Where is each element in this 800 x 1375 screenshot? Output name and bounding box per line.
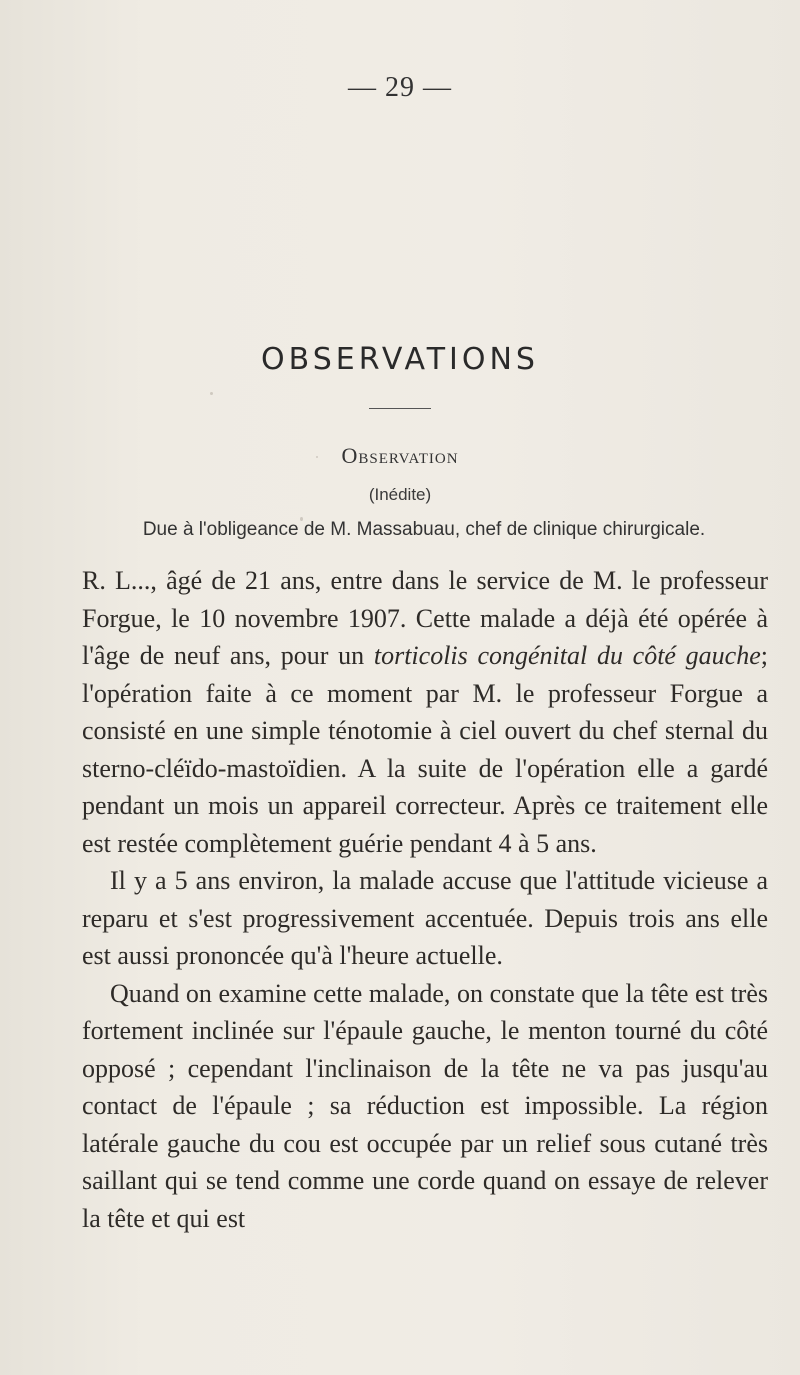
observation-heading: Observation: [341, 443, 459, 468]
credit-line: Due à l'obligeance de M. Massabuau, chef de clinique chirurgicale.: [142, 519, 706, 540]
paragraph: [82, 562, 768, 862]
paragraph-text: ; l'opération faite à ce moment par M. le professeur Forgue a consisté en une simple ténotomie à ciel ouvert du chef sternal du sterno-cléïdo-mastoïdien. A la suite de l'opération elle a gardé pendant un mois un appareil correcteur. Après ce traitement elle est restée complètement guérie pendant 4 à 5 ans.: [82, 641, 768, 858]
paragraph: Quand on examine cette malade, on constate que la tête est très fortement inclinée sur l'épaule gauche, le menton tourné du côté opposé ; cependant l'inclinaison de la tête ne va pas jusqu'au contact de l'épaule ; sa réduction est impossible. La région latérale gauche du cou est occupée par un relief sous cutané très saillant qui se tend comme une corde quand on essaye de relever la tête et qui est: [82, 978, 768, 1233]
diagnosis-italic: torticolis congénital du côté gauche: [373, 641, 761, 670]
divider-rule: [369, 408, 431, 409]
paragraph-text: R. L..., âgé de 21 ans, entre dans le service de M. le professeur Forgue, le 10 novembre 1907. Cette malade a déjà été opérée à l'âge de neuf ans, pour un: [82, 566, 768, 670]
paper-speck: [210, 392, 213, 395]
paragraph: Il y a 5 ans environ, la malade accuse que l'attitude vicieuse a reparu et s'est progressivement accentuée. Depuis trois ans elle est aussi prononcée qu'à l'heure actuelle.: [82, 866, 768, 970]
body-text: [82, 562, 768, 1237]
observation-note: (Inédite): [368, 485, 432, 504]
section-title: OBSERVATIONS: [261, 342, 539, 377]
page-number: — 29 —: [348, 72, 452, 103]
